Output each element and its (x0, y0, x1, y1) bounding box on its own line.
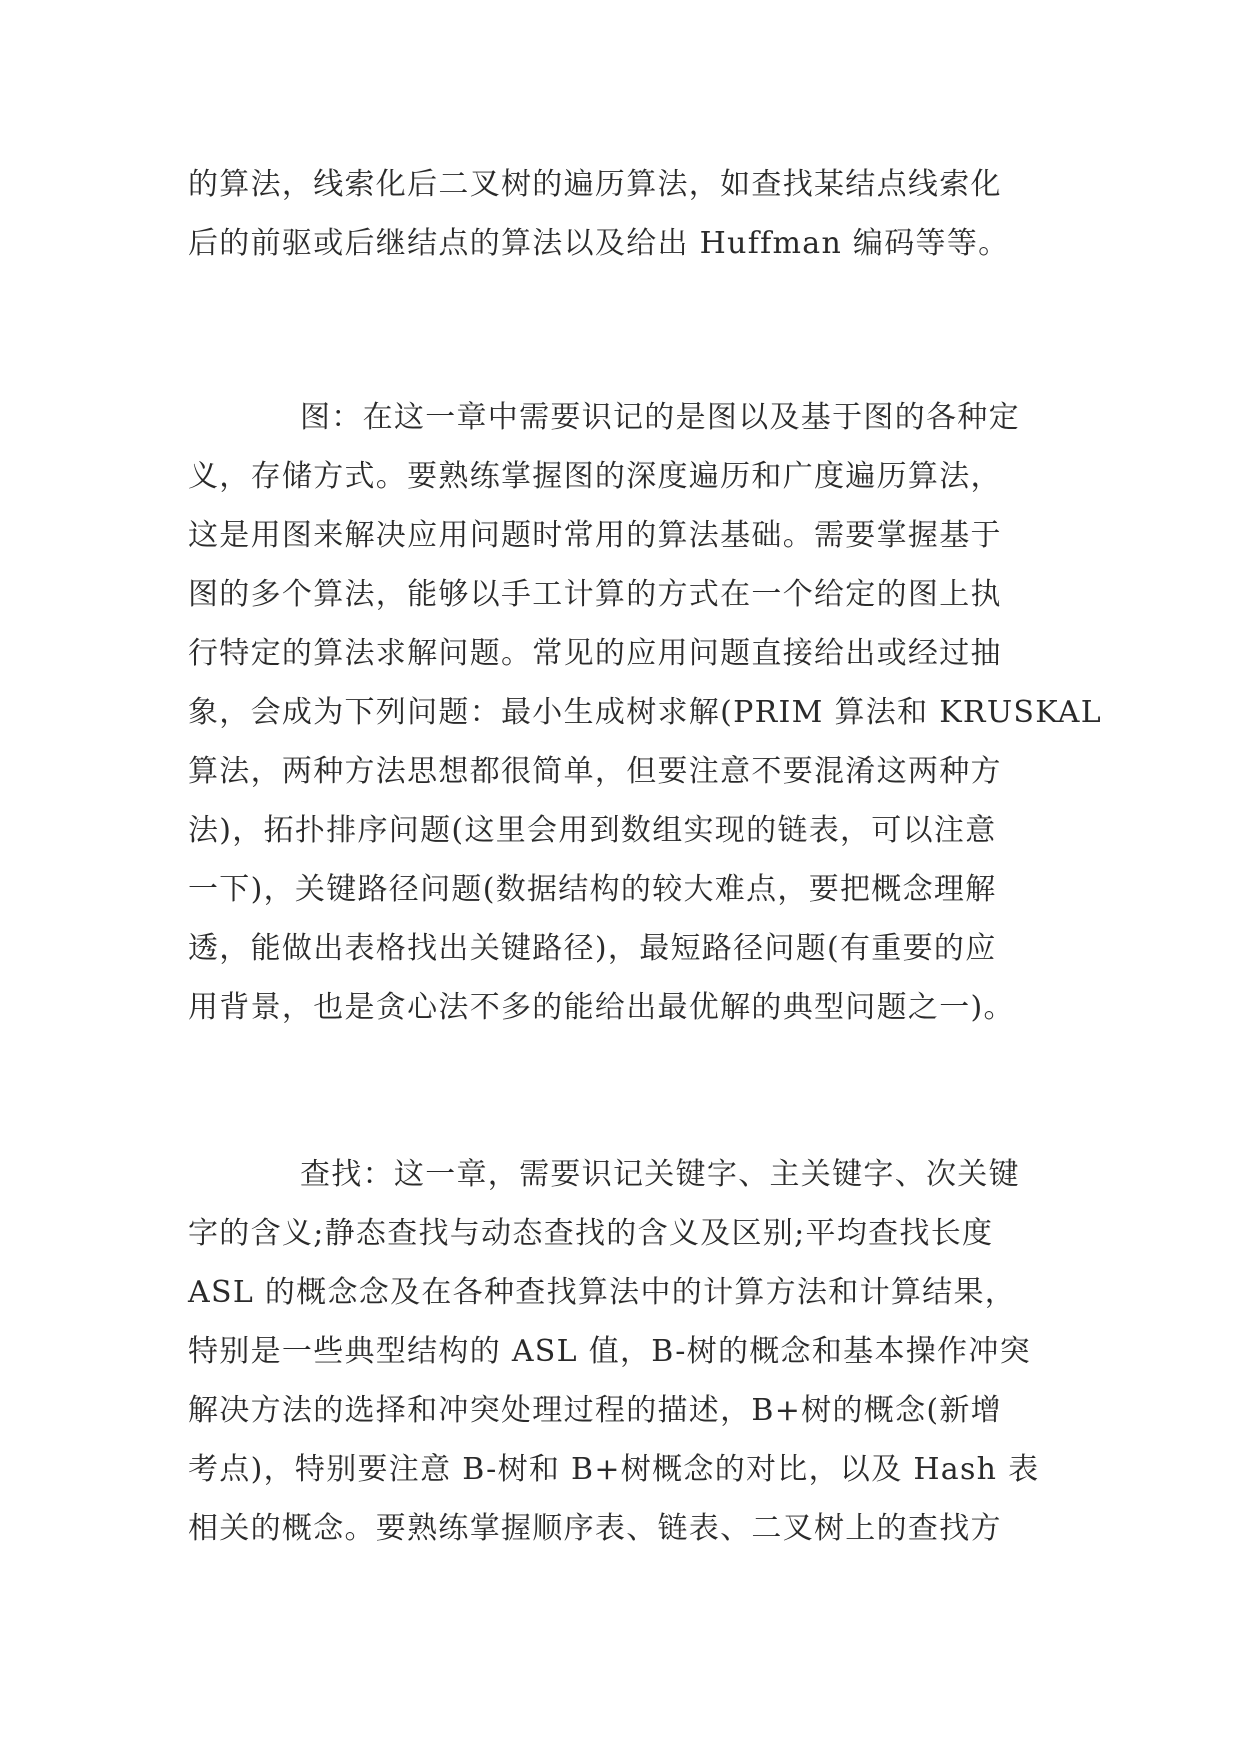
paragraph-traversal-algorithms (188, 155, 1068, 273)
text-line: 义，存储方式。要熟练掌握图的深度遍历和广度遍历算法， (188, 459, 1002, 494)
text-line: 这是用图来解决应用问题时常用的算法基础。需要掌握基于 (188, 518, 1002, 553)
text-line: 用背景，也是贪心法不多的能给出最优解的典型问题之一)。 (188, 990, 1015, 1025)
paragraph-graph-chapter (188, 388, 1102, 1037)
text-line: 考点)，特别要注意 B-树和 B+树概念的对比，以及 Hash 表 (188, 1452, 1040, 1487)
text-line: 后的前驱或后继结点的算法以及给出 Huffman 编码等等。 (188, 226, 1010, 261)
text-line: 法)，拓扑排序问题(这里会用到数组实现的链表，可以注意 (188, 813, 997, 848)
text-line: 透，能做出表格找出关键路径)，最短路径问题(有重要的应 (188, 931, 997, 966)
text-line: 象，会成为下列问题：最小生成树求解(PRIM 算法和 KRUSKAL (188, 695, 1102, 730)
text-line: 解决方法的选择和冲突处理过程的描述，B+树的概念(新增 (188, 1393, 1002, 1428)
text-line: 的算法，线索化后二叉树的遍历算法，如查找某结点线索化 (188, 167, 1002, 202)
text-line: 行特定的算法求解问题。常见的应用问题直接给出或经过抽 (188, 636, 1002, 671)
text-line: ASL 的概念念及在各种查找算法中的计算方法和计算结果， (188, 1275, 1017, 1310)
text-line: 图：在这一章中需要识记的是图以及基于图的各种定 (300, 400, 1020, 435)
text-line: 字的含义;静态查找与动态查找的含义及区别;平均查找长度 (188, 1216, 994, 1251)
text-line: 相关的概念。要熟练掌握顺序表、链表、二叉树上的查找方 (188, 1511, 1002, 1546)
text-line: 图的多个算法，能够以手工计算的方式在一个给定的图上执 (188, 577, 1002, 612)
paragraph-search-chapter (188, 1145, 1068, 1558)
text-line: 一下)，关键路径问题(数据结构的较大难点，要把概念理解 (188, 872, 997, 907)
text-line: 查找：这一章，需要识记关键字、主关键字、次关键 (300, 1157, 1020, 1192)
text-line: 特别是一些典型结构的 ASL 值，B-树的概念和基本操作冲突 (188, 1334, 1031, 1369)
text-line: 算法，两种方法思想都很简单，但要注意不要混淆这两种方 (188, 754, 1002, 789)
